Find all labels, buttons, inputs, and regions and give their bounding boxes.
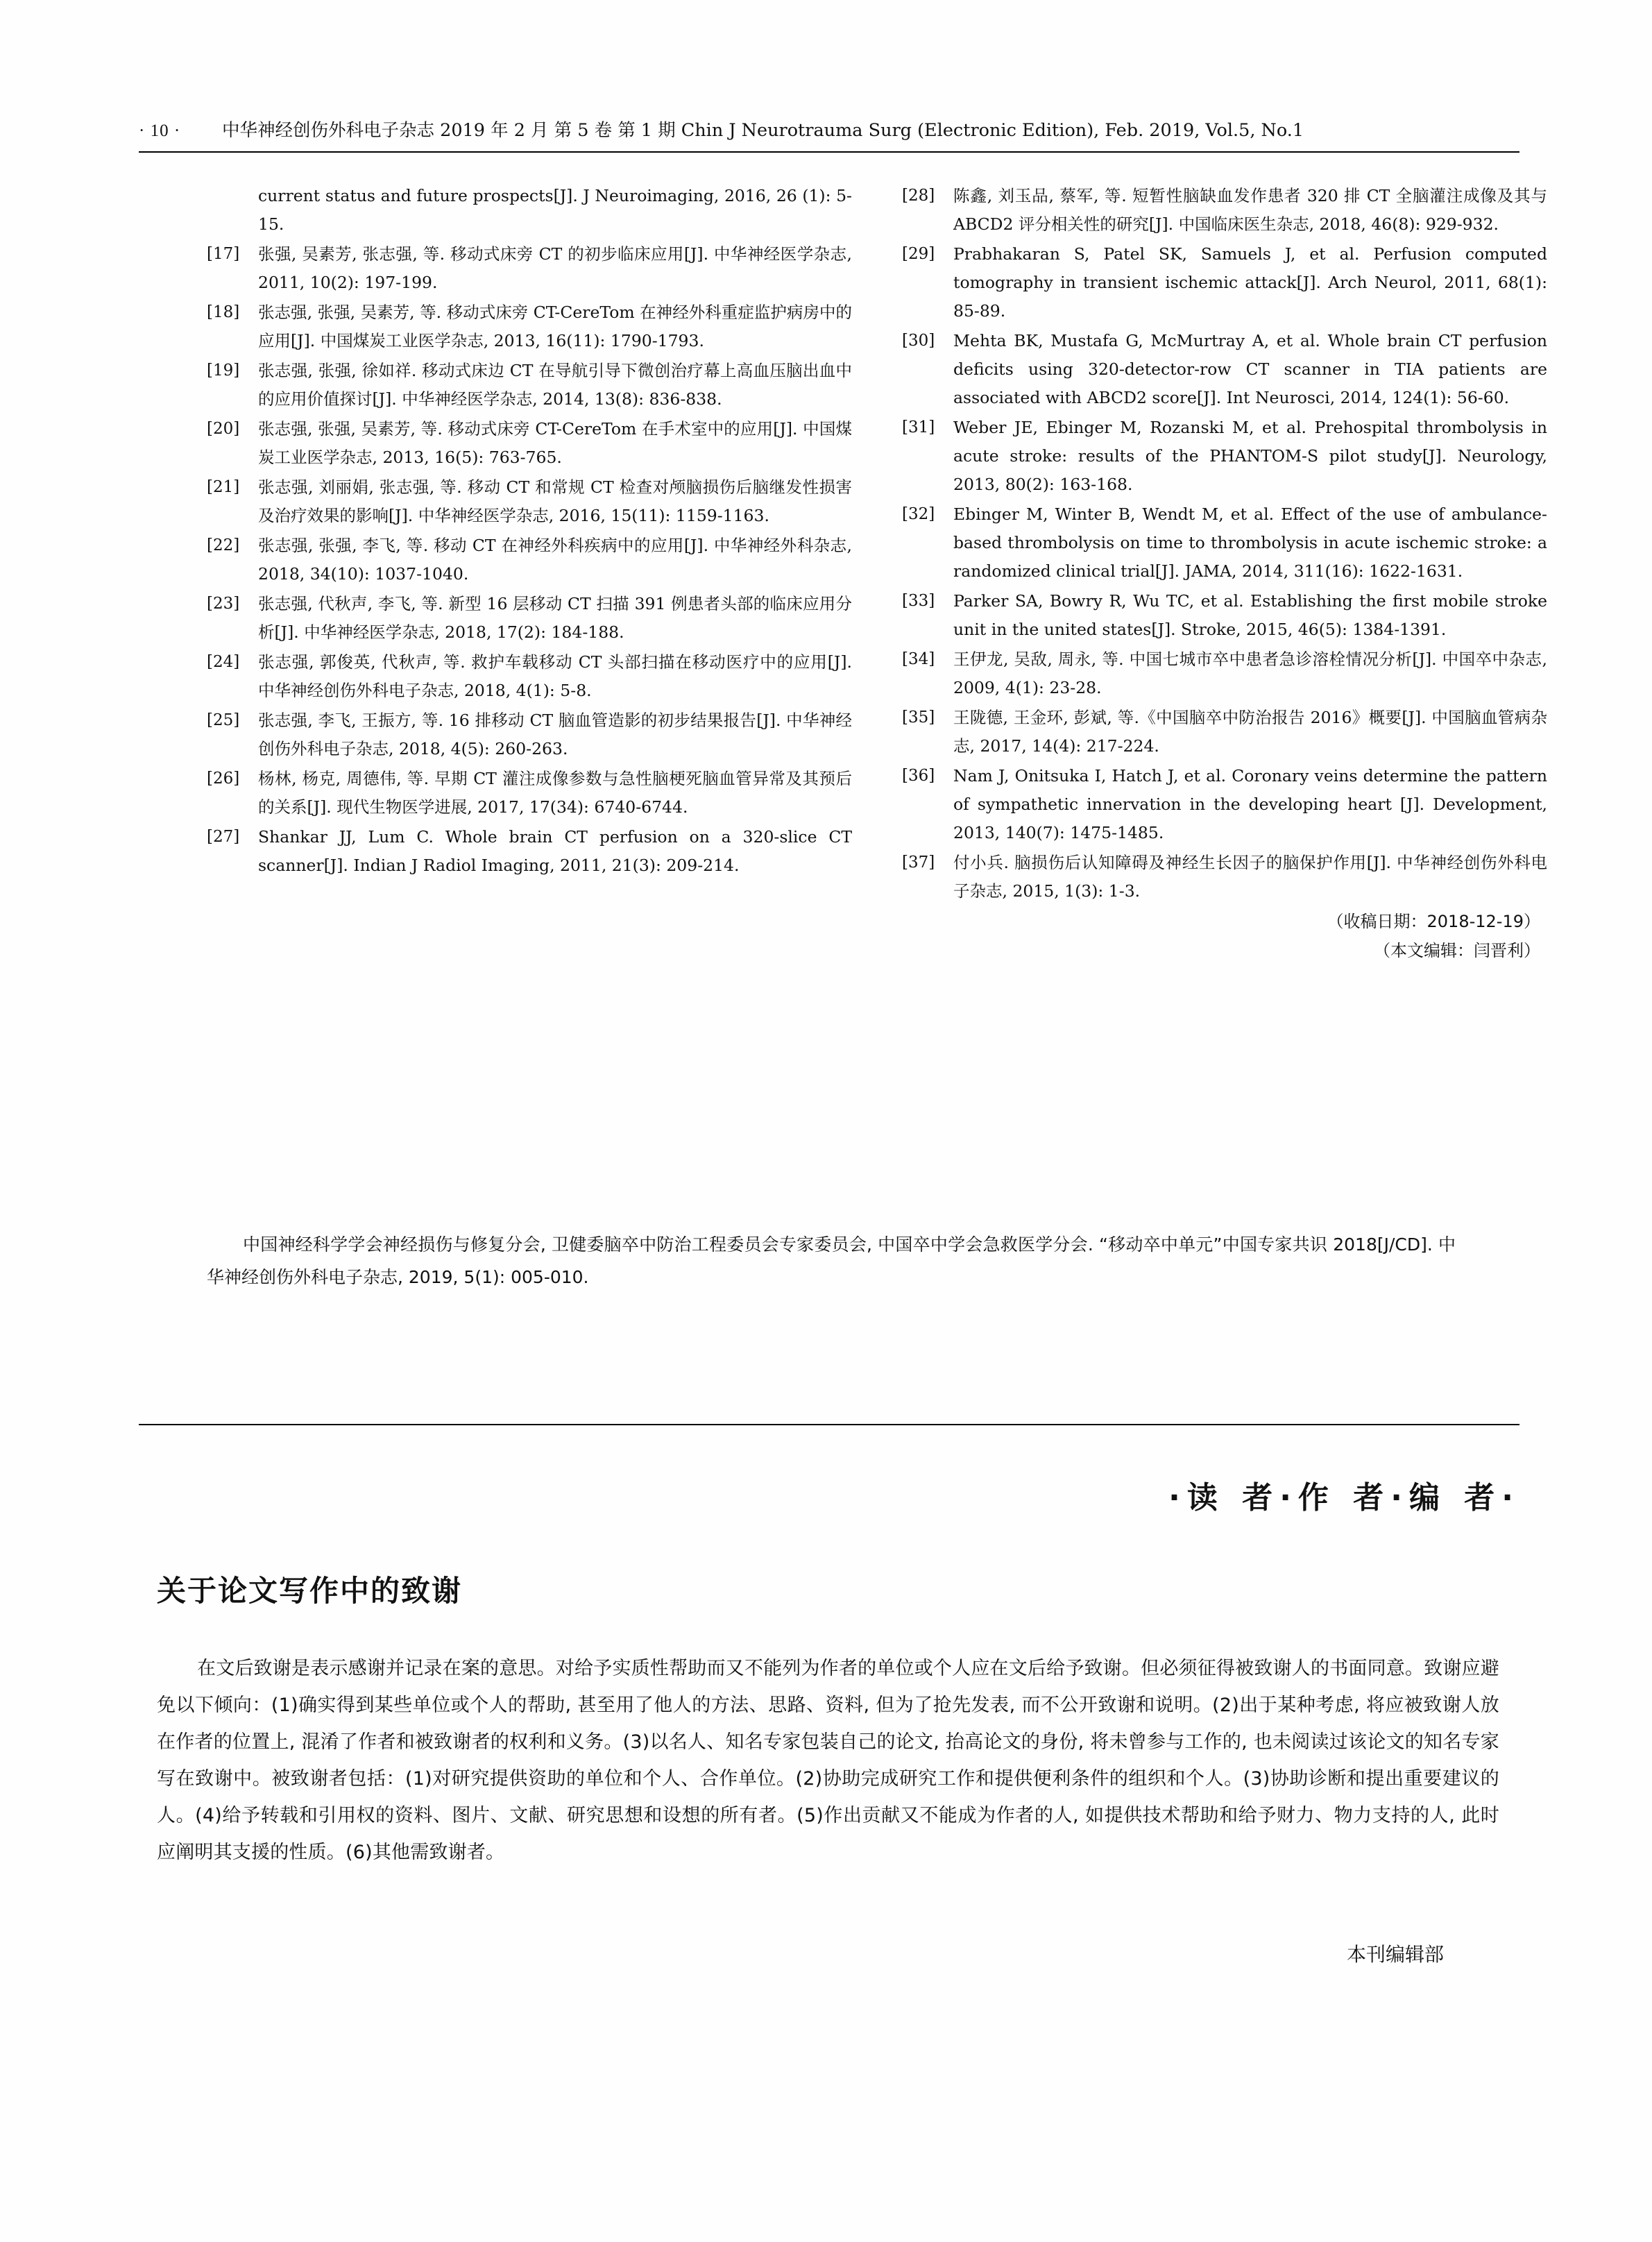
reference-item: [902, 645, 1547, 702]
received-date: （收稿日期：2018-12-19）: [1327, 912, 1540, 931]
reference-number: [36]: [902, 767, 935, 785]
reference-text: 张志强, 刘丽娟, 张志强, 等. 移动 CT 和常规 CT 检查对颅脑损伤后脑继发性损害及治疗效果的影响[J]. 中华神经医学杂志, 2016, 15(11): 1159-1163.: [258, 477, 852, 525]
reference-item: [902, 414, 1547, 499]
reference-text: 张志强, 张强, 吴素芳, 等. 移动式床旁 CT-CereTom 在手术室中的应用[J]. 中国煤炭工业医学杂志, 2013, 16(5): 763-765.: [258, 419, 852, 467]
reference-number: [35]: [902, 708, 935, 727]
reference-item: [902, 500, 1547, 586]
reference-number: [20]: [207, 420, 240, 438]
reference-text: Weber JE, Ebinger M, Rozanski M, et al. Prehospital thrombolysis in acute stroke: results of the PHANTOM-S pilot study[J]. Neurology, 2013, 80(2): 163-168.: [953, 418, 1547, 494]
reference-text: Nam J, Onitsuka I, Hatch J, et al. Coronary veins determine the pattern of sympathetic innervation in the developing heart [J]. Development, 2013, 140(7): 1475-1485.: [953, 766, 1547, 842]
reference-text: 张志强, 张强, 吴素芳, 等. 移动式床旁 CT-CereTom 在神经外科重症监护病房中的应用[J]. 中国煤炭工业医学杂志, 2013, 16(11): 1790-1793.: [258, 303, 852, 350]
reference-item: [207, 415, 852, 472]
reference-text: Prabhakaran S, Patel SK, Samuels J, et al. Perfusion computed tomography in transient ischemic attack[J]. Arch Neurol, 2011, 68(1): 85-89.: [953, 244, 1547, 321]
reference-item: [902, 762, 1547, 847]
reference-text: 张志强, 郭俊英, 代秋声, 等. 救护车载移动 CT 头部扫描在移动医疗中的应用[J]. 中华神经创伤外科电子杂志, 2018, 4(1): 5-8.: [258, 652, 852, 700]
reference-number: [27]: [207, 828, 240, 846]
reference-item: [902, 849, 1547, 906]
reference-text: 张志强, 张强, 徐如祥. 移动式床边 CT 在导航引导下微创治疗幕上高血压脑出血中的应用价值探讨[J]. 中华神经医学杂志, 2014, 13(8): 836-838.: [258, 361, 852, 409]
running-head: [139, 117, 1519, 148]
reference-number: [33]: [902, 592, 935, 610]
reference-number: [18]: [207, 303, 240, 321]
reference-text: 付小兵. 脑损伤后认知障碍及神经生长因子的脑保护作用[J]. 中华神经创伤外科电子杂志, 2015, 1(3): 1-3.: [953, 853, 1547, 901]
folio-number: · 10 ·: [139, 121, 181, 140]
reference-text: 张志强, 张强, 李飞, 等. 移动 CT 在神经外科疾病中的应用[J]. 中华神经外科杂志, 2018, 34(10): 1037-1040.: [258, 536, 852, 584]
reference-number: [26]: [207, 770, 240, 788]
reference-text: 张强, 吴素芳, 张志强, 等. 移动式床旁 CT 的初步临床应用[J]. 中华神经医学杂志, 2011, 10(2): 197-199.: [258, 244, 852, 292]
header-rule: [139, 151, 1519, 153]
reference-item: [207, 765, 852, 822]
reference-number: [32]: [902, 505, 935, 523]
reference-text: Mehta BK, Mustafa G, McMurtray A, et al. Whole brain CT perfusion deficits using 320-detector-row CT scanner in TIA patients are associated with ABCD2 score[J]. Int Neurosci, 2014, 124(1): 56-60.: [953, 331, 1547, 407]
reference-item: [207, 240, 852, 297]
reference-text: current status and future prospects[J]. J Neuroimaging, 2016, 26 (1): 5-15.: [258, 186, 852, 234]
article-title: 关于论文写作中的致谢: [157, 1574, 463, 1608]
reference-item: [207, 298, 852, 355]
reference-number: [37]: [902, 854, 935, 872]
reference-number: [34]: [902, 650, 935, 668]
reference-text: 王伊龙, 吴敌, 周永, 等. 中国七城市卒中患者急诊溶栓情况分析[J]. 中国卒中杂志, 2009, 4(1): 23-28.: [953, 649, 1547, 697]
reference-number: [19]: [207, 362, 240, 380]
reference-item: [207, 823, 852, 880]
reference-column-right: [902, 182, 1547, 965]
reference-text: 张志强, 代秋声, 李飞, 等. 新型 16 层移动 CT 扫描 391 例患者头部的临床应用分析[J]. 中华神经医学杂志, 2018, 17(2): 184-188.: [258, 594, 852, 642]
reference-text: Parker SA, Bowry R, Wu TC, et al. Establishing the first mobile stroke unit in the united states[J]. Stroke, 2015, 46(5): 1384-1391.: [953, 591, 1547, 639]
citation-block: 中国神经科学学会神经损伤与修复分会, 卫健委脑卒中防治工程委员会专家委员会, 中国卒中学会急救医学分会. “移动卒中单元”中国专家共识 2018[J/CD]. 中华神经创伤外科电子杂志, 2019, 5(1): 005-010.: [207, 1234, 1456, 1287]
reference-number: [22]: [207, 536, 240, 554]
reference-item: [902, 182, 1547, 239]
reference-item: [902, 240, 1547, 325]
reference-number: [23]: [207, 595, 240, 613]
reference-item: [207, 706, 852, 763]
reference-item: [902, 327, 1547, 412]
section-divider: [139, 1424, 1519, 1425]
reference-item: [207, 357, 852, 414]
reference-item: [207, 182, 852, 239]
reference-item: [902, 587, 1547, 644]
reference-column-left: [207, 182, 852, 881]
reference-number: [21]: [207, 478, 240, 496]
running-title: 中华神经创伤外科电子杂志 2019 年 2 月 第 5 卷 第 1 期 Chin J Neurotrauma Surg (Electronic Edition), Feb. 2019, Vol.5, No.1: [222, 120, 1304, 141]
reference-item: [207, 473, 852, 530]
reference-number: [17]: [207, 245, 240, 263]
reference-text: 张志强, 李飞, 王振方, 等. 16 排移动 CT 脑血管造影的初步结果报告[J]. 中华神经创伤外科电子杂志, 2018, 4(5): 260-263.: [258, 711, 852, 758]
reference-number: [207, 182, 258, 239]
reference-text: Shankar JJ, Lum C. Whole brain CT perfusion on a 320-slice CT scanner[J]. Indian J Radiol Imaging, 2011, 21(3): 209-214.: [258, 827, 852, 875]
reference-number: [30]: [902, 332, 935, 350]
reference-number: [28]: [902, 187, 935, 205]
reference-number: [25]: [207, 711, 240, 729]
article-signature: 本刊编辑部: [1346, 1943, 1444, 1966]
editor-line: （本文编辑：闫晋利）: [1374, 941, 1540, 960]
reference-item: [207, 590, 852, 647]
reference-text: 陈鑫, 刘玉品, 蔡军, 等. 短暂性脑缺血发作患者 320 排 CT 全脑灌注成像及其与 ABCD2 评分相关性的研究[J]. 中国临床医生杂志, 2018, 46(8): 929-932.: [953, 186, 1547, 234]
reference-item: [207, 648, 852, 705]
reference-text: 王陇德, 王金环, 彭斌, 等.《中国脑卒中防治报告 2016》概要[J]. 中国脑血管病杂志, 2017, 14(4): 217-224.: [953, 708, 1547, 756]
section-ornament: ·读 者·作 者·编 者·: [1168, 1480, 1520, 1515]
reference-text: Ebinger M, Winter B, Wendt M, et al. Effect of the use of ambulance-based thrombolysis on time to thrombolysis in acute ischemic stroke: a randomized clinical trial[J]. JAMA, 2014, 311(16): 1622-1631.: [953, 504, 1547, 581]
reference-number: [24]: [207, 653, 240, 671]
reference-number: [29]: [902, 245, 935, 263]
reference-item: [207, 532, 852, 588]
reference-text: 杨林, 杨克, 周德伟, 等. 早期 CT 灌注成像参数与急性脑梗死脑血管异常及其预后的关系[J]. 现代生物医学进展, 2017, 17(34): 6740-6744.: [258, 769, 852, 817]
reference-number: [31]: [902, 418, 935, 436]
reference-item: [902, 704, 1547, 761]
article-body: 在文后致谢是表示感谢并记录在案的意思。对给予实质性帮助而又不能列为作者的单位或个人应在文后给予致谢。但必须征得被致谢人的书面同意。致谢应避免以下倾向：(1)确实得到某些单位或个人的帮助, 甚至用了他人的方法、思路、资料, 但为了抢先发表, 而不公开致谢和说明。(2)出于某种考虑, 将应被致谢人放在作者的位置上, 混淆了作者和被致谢者的权利和义务。(3)以名人、知名专家包装自己的论文, 抬高论文的身份, 将未曾参与工作的, 也未阅读过该论文的知名专家写在致谢中。被致谢者包括：(1)对研究提供资助的单位和个人、合作单位。(2)协助完成研究工作和提供便利条件的组织和个人。(3)协助诊断和提出重要建议的人。(4)给予转载和引用权的资料、图片、文献、研究思想和设想的所有者。(5)作出贡献又不能成为作者的人, 如提供技术帮助和给予财力、物力支持的人, 此时应阐明其支援的性质。(6)其他需致谢者。: [157, 1658, 1499, 1863]
